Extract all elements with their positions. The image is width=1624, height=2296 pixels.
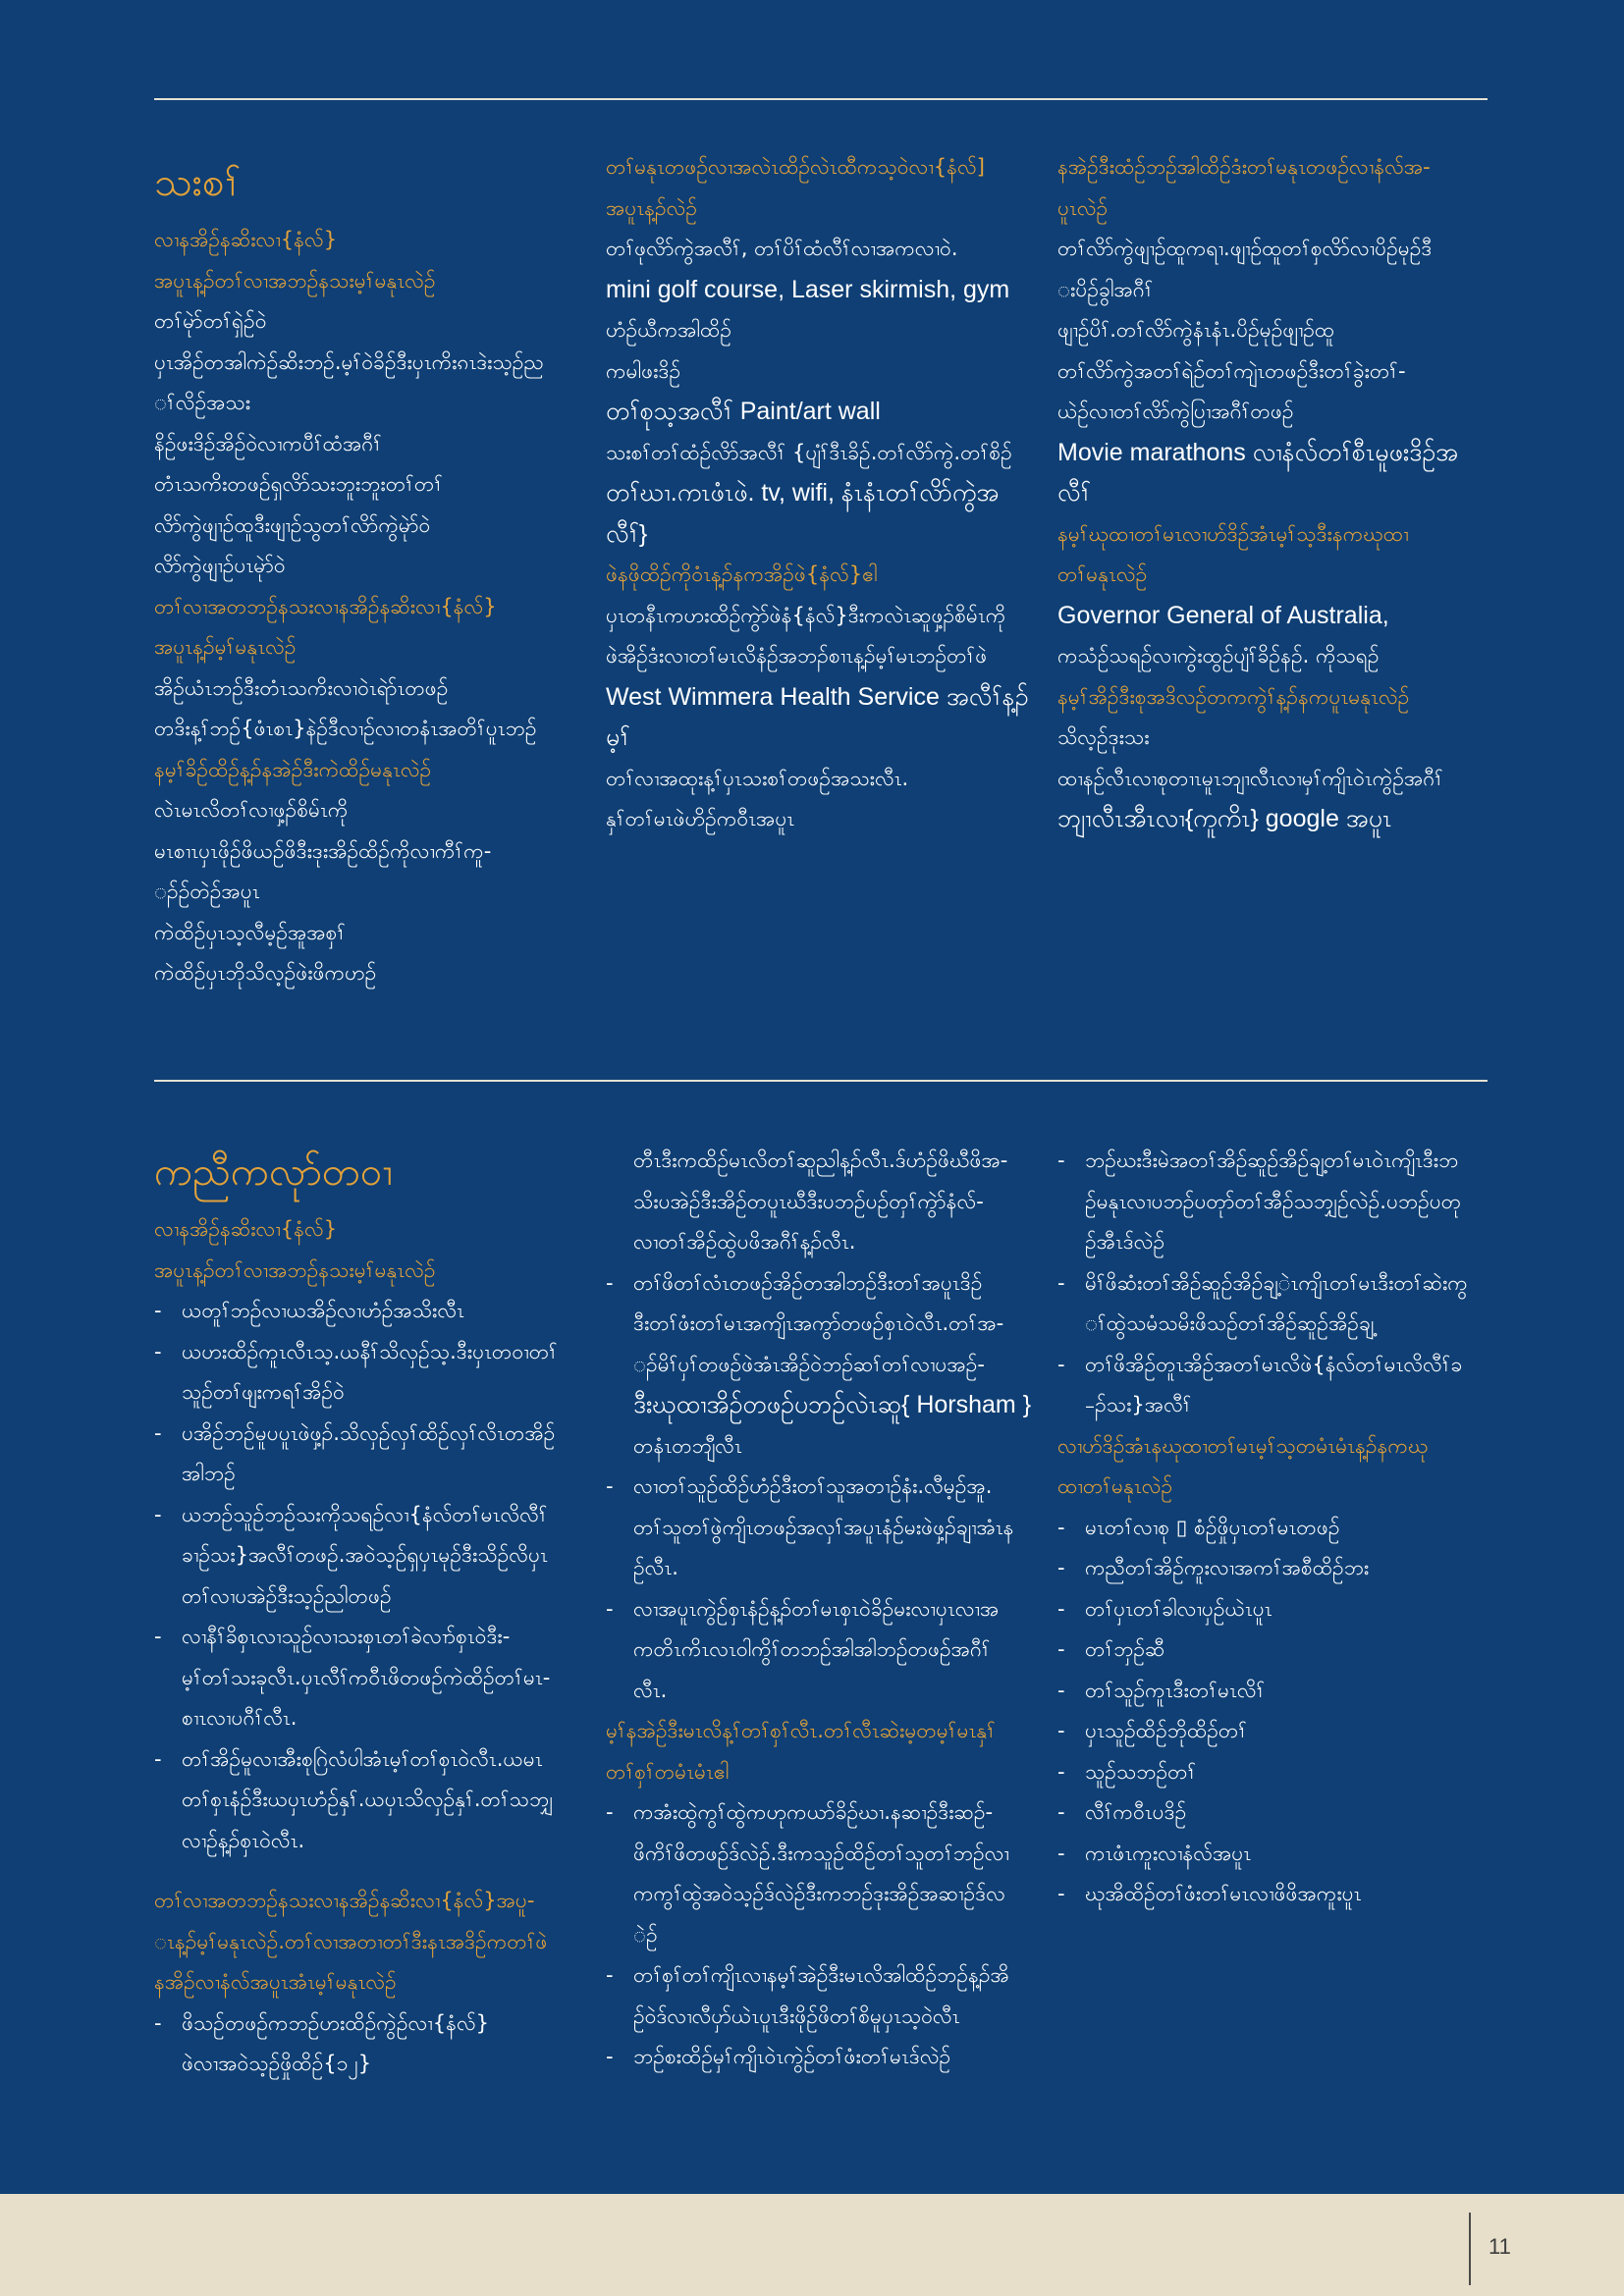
section1-title: သးစၢ် bbox=[154, 160, 241, 205]
text-line: ယဲဉ်လၢတၢ်လိာ်ကွဲပြၢအဂီၢ်တဖဉ် bbox=[1057, 400, 1294, 423]
text-line: Movie marathons လၢနံလ်တၢ်စီၤမူဖးဒိဉ်အလီၢ် bbox=[1057, 438, 1459, 507]
list-item: - ဖိသဉ်တဖဉ်ကဘဉ်ဟးထိဉ်ကွဲဉ်လၢ{နံလ်} bbox=[154, 2003, 586, 2045]
section1-col3 bbox=[1057, 147, 1489, 840]
text-line: တၢ်လိာ်ကွဲဖျၢဉ်ထူကရၢ.ဖျၢဉ်ထူတၢ်စှလိာ်လၢပိဉ်မုဉ်ဒီ bbox=[1057, 237, 1433, 260]
text-line: စၢၤလၢပဂီၢ်လီၤ. bbox=[182, 1706, 298, 1730]
text-line: ဖျၢဉ်ပိၢ်.တၢ်လိာ်ကွဲနံၤနံၤ.ပိဉ်မုဉ်ဖျၢဉ်ထူ bbox=[1057, 318, 1335, 342]
list-item: - လၢတၢ်သူဉ်ထိဉ်ဟံဉ်ဒီးတၢ်သူအတၢဉ်နံး.လီမ့ဉ်အူ. bbox=[606, 1467, 1038, 1508]
list-item: - တၢ်စှၢ်တၢ်ကျိၤလၢနမ့ၢ်အဲဉ်ဒီးမၤလိအါထိဉ်ဘဉ်န့ၣ်အိ bbox=[606, 1955, 1038, 1997]
list-item: - တၢ်ပှၤတၢ်ခါလၢပှဉ်ယဲၤပူၤ bbox=[1057, 1589, 1489, 1630]
text-line: သိးပအဲဉ်ဒီးအိဉ်တပူၤဃီဒီးပဘဉ်ပဉ်တှၢ်ကွဲာ်နံလ်- bbox=[633, 1189, 984, 1213]
section2-col2 bbox=[606, 1141, 1038, 2078]
question-line: အပူၤန့ၣ်တၢ်လၢအဘဉ်နသးမ့ၢ်မနုၤလဲဉ် bbox=[154, 268, 436, 293]
middle-divider bbox=[154, 1080, 1488, 1082]
text-line: ၣ်ဉ်တဲဉ်အပူၤ bbox=[154, 880, 260, 903]
question-line: လၢနအိဉ်နဆိးလၢ{နံလ်} bbox=[154, 228, 338, 251]
text-line: တနံၤတဘျီလီၤ bbox=[633, 1433, 742, 1458]
text-line: တံၤသကိးတဖဉ်ရှလိာ်သးဘူးဘူးတၢ်တၢ် bbox=[154, 472, 444, 496]
text-line: သိလ့ဉ်ဒုးသး bbox=[1057, 725, 1150, 749]
text-line: ကသံဉ်သရဉ်လၢကွဲးထွဉ်ပျံၢ်ခိဉ်နဉ်. ကိုသရဉ် bbox=[1057, 644, 1380, 667]
text-line: mini golf course, Laser skirmish, gym bbox=[606, 275, 1010, 303]
question-line: လၢနအိဉ်နဆိးလၢ{နံလ်} bbox=[154, 1217, 338, 1241]
text-line: သူဉ်တၢ်ဖျးကရၢ်အိဉ်ဝဲ bbox=[182, 1380, 345, 1404]
list-item: - လၢအပူၤကွဲဉ်စှၤနံဉ်န့ၣ်တၢ်မၤစှၤဝဲခိဉ်မးလၢပှၤလၢအ bbox=[606, 1589, 1038, 1630]
footer-band bbox=[0, 2194, 1624, 2296]
section1-col3-lines bbox=[1057, 147, 1489, 840]
list-item: - တၢ်သူဉ်ကူၤဒီးတၢ်မၤလိၢ် bbox=[1057, 1671, 1489, 1712]
list-item: - ပှၤသူဉ်ထိဉ်ဘိုထိဉ်တၢ် bbox=[1057, 1711, 1489, 1752]
list-item: - ကအံးထွဲကွၢ်ထွဲကဟုကယာ်ခိဉ်ဃၢ.နဆၢဉ်ဒီးဆဉ်- bbox=[606, 1792, 1038, 1834]
top-divider bbox=[154, 98, 1488, 100]
list-item: - တၢ်ဖိတၢ်လံၤတဖဉ်အိဉ်တအါဘဉ်ဒီးတၢ်အပူၤဒိဉ် bbox=[606, 1263, 1038, 1305]
text-line: သးစၢ်တၢ်ထံဉ်လိာ်အလီၢ် {ပျံၢ်ဒီၤခိဉ်.တၢ်လိာ်ကွဲ.တၢ်စိဉ် bbox=[606, 440, 1012, 464]
question-line: မ့ၢ်နအဲဉ်ဒီးမၤလိန့ၢ်တၢ်စှၢ်လီၤ.တၢ်လီၤဆဲးမ့တမ့ၢ်မၤနှၢ် bbox=[606, 1719, 996, 1742]
section2-col1 bbox=[154, 1147, 586, 2085]
question-line: နအိဉ်လၢနံလ်အပူၤအံၤမ့ၢ်မနုၤလဲဉ် bbox=[154, 1970, 397, 1994]
question-line: လၢဟ်ဒိဉ်အံၤနဃုထၢတၢ်မၤမ့ၢ်သ့တမံၤမံၤန့ၣ်နကဃု bbox=[1057, 1433, 1429, 1458]
text-line: ၣ်မိၢ်ပှၢ်တဖဉ်ဖဲအံၤအိဉ်ဝဲဘဉ်ဆၢ်တၢ်လၢပအဉ်- bbox=[633, 1352, 985, 1376]
text-line: အိဉ်ယံၤဘဉ်ဒီးတံၤသကိးလၢဝဲၤရဲာ်ၤတဖဉ် bbox=[154, 675, 449, 700]
question-line: အပူၤန့ၣ်တၢ်လၢအဘဉ်နသးမ့ၢ်မနုၤလဲဉ် bbox=[154, 1257, 436, 1282]
text-line: တၢ်လၢအထုးန့ၢ်ပှၤသးစၢ်တဖဉ်အသးလီၤ. bbox=[606, 766, 909, 790]
text-line: ဲဉ် bbox=[633, 1922, 658, 1947]
list-item: - မိၢ်ဖိဆံးတၢ်အိဉ်ဆူဉ်အိဉ်ချ့ဲၤကျိၤတၢ်မၤဒီးတၢ်ဆဲးကွ bbox=[1057, 1263, 1489, 1305]
question-line: နမ့ၢ်ဃုထၢတၢ်မၤလၢဟ်ဒိဉ်အံၤမ့ၢ်သ့ဒီးနကဃုထၢ bbox=[1057, 521, 1409, 546]
text-line: ကဲထိဉ်ပှၤသ့လီမ့ဉ်အူအစှၢ် bbox=[154, 920, 347, 944]
text-line: -ၣ်သး}အလီၢ် bbox=[1085, 1393, 1192, 1416]
text-line: ဖိကိၢ်ဖိတဖဉ်ဒ်လဲဉ်.ဒီးကသူဉ်ထိဉ်တၢ်သူတၢ်ဘဉ်လၢ bbox=[633, 1841, 1009, 1865]
section1-col2-lines bbox=[606, 147, 1038, 840]
question-line: အပူၤန့ၣ်မ့ၢ်မနုၤလဲဉ် bbox=[154, 635, 297, 659]
text-line: တဒိးန့ၢ်ဘဉ်{ဖံၤစၤ}နဲဉ်ဒီလၢဉ်လၢတနံၤအတိၢ်ပူၤဘဉ် bbox=[154, 717, 537, 740]
question-line: တၢ်လၢအတဘဉ်နသးလၢနအိဉ်နဆိးလၢ{နံလ်} bbox=[154, 594, 497, 618]
list-item: - ယဘဉ်သူဉ်ဘဉ်သးကိုသရဉ်လၢ{နံလ်တၢ်မၤလိလီၢ် bbox=[154, 1495, 586, 1536]
text-line: မၤစၢၤပှၤဖိုဉ်ဖိယဉ်ဖိဒီးဒုးအိဉ်ထိဉ်ကိုလၢကီၢ်ကူ- bbox=[154, 838, 492, 863]
list-item: - မၤတၢ်လၢစု ▯ စံဉ်ဖှိုပှၤတၢ်မၤတဖဉ် bbox=[1057, 1508, 1489, 1549]
list-item: - လီၢ်ကဝီၤပဒိဉ် bbox=[1057, 1792, 1489, 1834]
list-item: - တၢ်ဖိအိဉ်တူၤအိဉ်အတၢ်မၤလိဖဲ{နံလ်တၢ်မၤလိလီၢ်ခ bbox=[1057, 1345, 1489, 1386]
text-line: ပှၤအိဉ်တအါကဲဉ်ဆိးဘဉ်.မ့ၢ်ဝဲခိဉ်ဒီးပှၤကိးၵၤဒဲးသ့ဉ်ည bbox=[154, 349, 544, 374]
text-line: ဘျၢလီၤအီၤလၢ{ကူကိၤ} google အပူၤ bbox=[1057, 805, 1392, 832]
list-item: - ဘဉ်ဃးဒီးမဲအတၢ်အိဉ်ဆူဉ်အိဉ်ချ့တၢ်မၤဝဲၤကျိၤဒီးဘ bbox=[1057, 1141, 1489, 1182]
text-line: အါဘဉ် bbox=[182, 1462, 236, 1485]
list-item: - ယဟးထိဉ်ကူၤလီၤသ့.ယနီၢ်သိလှဉ်သ့.ဒီးပှၤတဝၢတၢ် bbox=[154, 1332, 586, 1373]
section2-title: ကညီကလုာ်တဝၢ bbox=[154, 1149, 393, 1195]
text-line: နှၢ်တၢ်မၤဖဲဟိဉ်ကဝီၤအပူၤ bbox=[606, 807, 795, 830]
text-line: West Wimmera Health Service အလီၢ်န့ၣ်မ့ၢ် bbox=[606, 682, 1029, 751]
text-line: ထၢနဉ်လီၤလၢစုတၢၤမူၤဘျၢလီၤလၢမှၢ်ကျိၤဝဲၤကွဲဉ်အဂီၢ် bbox=[1057, 766, 1444, 790]
section1-col1 bbox=[154, 157, 586, 994]
question-line: တၢ်လၢအတဘဉ်နသးလၢနအိဉ်နဆိးလၢ{နံလ်}အပူ- bbox=[154, 1889, 535, 1912]
text-line: ဟံဉ်ယီကအါထိဉ် bbox=[606, 318, 731, 342]
list-item: - ဃုအိထိဉ်တၢ်ဖံးတၢ်မၤလၢဖိဖိအကူးပူၤ bbox=[1057, 1874, 1489, 1915]
text-line: ဖဲအိဉ်ဒံးလၢတၢ်မၤလိနံဉ်အဘၣ်စၢၤန့ၣ်မ့ၢ်မၤဘဉ်တၢ်ဖဲ bbox=[606, 644, 988, 667]
text-line: ပှၤတနီၤကဟးထိဉ်ကွဲာ်ဖဲနံ{နံလ်}ဒီးကလဲၤဆူဖှ့ၣ်စိမ်ၤကို bbox=[606, 603, 1006, 627]
question-line: ထၢတၢ်မနုၤလဲဉ် bbox=[1057, 1474, 1173, 1498]
question-line: အပူၤန့ၣ်လဲဉ် bbox=[606, 195, 697, 220]
question-line: နအဲဉ်ဒီးထံဉ်ဘဉ်အါထိဉ်ဒံးတၢ်မနုၤတဖဉ်လၢနံလ်အ- bbox=[1057, 155, 1431, 179]
text-line: Governor General of Australia, bbox=[1057, 601, 1389, 629]
list-item: - ယတူၢ်ဘဉ်လၢယအိဉ်လၢဟံဉ်အသိးလီၤ bbox=[154, 1291, 586, 1332]
question-line: တၢ်မနုၤတဖဉ်လၢအလဲၤထိဉ်လဲၤထီကသ့ဝဲလၢ{နံလ်] bbox=[606, 155, 985, 179]
text-line: တၢ်စုသ့အလီၢ် Paint/art wall bbox=[606, 398, 881, 425]
list-item: - တၢ်ဘှဉ်ဆီ bbox=[1057, 1629, 1489, 1671]
section2-col3-lines bbox=[1057, 1141, 1489, 1915]
text-line: တၢ်မုဲာ်တၢ်ရှဲဉ်ဝဲ bbox=[154, 309, 267, 333]
text-line: နိဉ်ဖးဒိဉ်အိဉ်ဝဲလၢကပီၢ်ထံအဂီၢ် bbox=[154, 431, 382, 455]
text-line: ခၢဉ်သး}အလီၢ်တဖဉ်.အဝဲသ့ဉ်ရှပှၤမုဉ်ဒီးသိဉ်လိပှၤ bbox=[182, 1543, 548, 1567]
text-line: တီၤဒီးကထိဉ်မၤလိတၢ်ဆူညါန့ၣ်လီၤ.ဒ်ဟံဉ်ဖိဃီဖိအ- bbox=[633, 1148, 1008, 1172]
text-line: တၢ်သူတၢ်ဖွဲကျိၤတဖဉ်အလှၢ်အပူၤနံဉ်မးဖဲဖှ့ၣ်ချၢအံၤန bbox=[633, 1515, 1014, 1539]
text-line: ဉ်အီၤဒ်လဲဉ် bbox=[1085, 1230, 1165, 1254]
question-line: နမ့ၢ်အိဉ်ဒီးစုအဒိလဉ်တကကွဲၢ်န့ၣ်နကပူၤမနုၤလဲဉ် bbox=[1057, 684, 1410, 709]
text-line: လဲၤမၤလိတၢ်လၢဖှ့ၣ်စိမ်ၤကို bbox=[154, 798, 349, 822]
page-number: 11 bbox=[1489, 2234, 1511, 2259]
text-line: းပိဉ်ခွါအဂီၢ် bbox=[1057, 277, 1154, 301]
text-line: မ့ၢ်တၢ်သးခုလီၤ.ပှၤလီၢ်ကဝီၤဖိတဖဉ်ကဲထိဉ်တၢ်မၤ- bbox=[182, 1665, 551, 1689]
list-item: - လၢနီၢ်ခိစှၤလၢသူဉ်လၢသးစှၤတၢ်ခဲလၢာ်စှၤဝဲဒီး- bbox=[154, 1617, 586, 1658]
question-line: နမ့ၢ်ခိဉ်ထိဉ်န့ၣ်နအဲဉ်ဒီးကဲထိဉ်မနုၤလဲဉ် bbox=[154, 757, 432, 781]
text-line: ၢ်လိဉ်အသး bbox=[154, 391, 251, 414]
list-item: - ကၤဖံၤကူးလၢနံလ်အပူၤ bbox=[1057, 1834, 1489, 1875]
text-line: လိာ်ကွဲဖျၢဉ်ပၤမုဲာ်ဝဲ bbox=[154, 554, 286, 577]
question-line: ဖဲနဖိုထိဉ်ကိုဝံၤန့ၣ်နကအိဉ်ဖဲ{နံလ်}ဧါ bbox=[606, 562, 878, 586]
text-line: ကဲထိဉ်ပှၤဘိုသိလ့ဉ်ဖဲးဖိကဟဉ် bbox=[154, 961, 377, 985]
section2-col2-lines bbox=[606, 1141, 1038, 2078]
text-line: တၢ်ဖုလိာ်ကွဲအလီၢ်, တၢ်ပိၢ်ထံလီၢ်လၢအကလၢဝဲ. bbox=[606, 237, 958, 260]
question-line: ပူၤလဲဉ် bbox=[1057, 195, 1109, 220]
question-line: တၢ်စှၢ်တမံၤမံၤဧါ bbox=[606, 1759, 730, 1784]
text-line: ဉ်လီၤ. bbox=[633, 1556, 678, 1579]
text-line: ဒီးတၢ်ဖံးတၢ်မၤအကျိၤအကွာ်တဖဉ်စှၤဝဲလီၤ.တၢ်အ- bbox=[633, 1311, 1004, 1335]
section1-col2 bbox=[606, 147, 1038, 840]
question-line: တၢ်မနုၤလဲဉ် bbox=[1057, 562, 1148, 586]
section2-col3 bbox=[1057, 1141, 1489, 1915]
text-line: တၢ်ဃၢ.ကၤဖံၤဖဲ. tv, wifi, နံၤနံၤတၢ်လိာ်ကွဲအလီၢ်} bbox=[606, 479, 1000, 548]
text-line: လၢဉ်န့ၣ်စှၤဝဲလီၤ. bbox=[182, 1828, 305, 1852]
spacer bbox=[154, 1861, 586, 1881]
list-item: - တၢ်အိဉ်မူလၢအီးစုဂြဲလံပါအံၤမ့ၢ်တၢ်စှၤဝဲလီၤ.ယမၤ bbox=[154, 1739, 586, 1781]
text-line: လၢတၢ်အိဉ်ထွဲပဖိအဂီၢ်န့ၣ်လီၤ. bbox=[633, 1230, 856, 1254]
text-line: တၢ်လိာ်ကွဲအတၢ်ရဲဉ်တၢ်ကျဲၤတဖဉ်ဒီးတၢ်ခွဲးတၢ်- bbox=[1057, 358, 1406, 383]
text-line: ကကွၢ်ထွဲအဝဲသ့ဉ်ဒ်လဲဉ်ဒီးကဘဉ်ဒုးအိဉ်အဆၢဉ်ဒ်လ bbox=[633, 1882, 1005, 1905]
text-line: ဉ်မနုၤလၢပဘဉ်ပတုာ်တၢ်အီဉ်သဘျှဉ်လဲဉ်.ပဘဉ်ပတု bbox=[1085, 1189, 1462, 1213]
list-item: - ဘဉ်စးထိဉ်မှၢ်ကျိၤဝဲၤကွဲဉ်တၢ်ဖံးတၢ်မၤဒ်လဲဉ် bbox=[606, 2037, 1038, 2078]
text-line: ကတိၤကိၤလၤဝါကွိၢ်တဘဉ်အါအါဘဉ်တဖဉ်အဂီၢ် bbox=[633, 1637, 991, 1661]
section2-col1-lines bbox=[154, 1209, 586, 2085]
list-item: - ကညီတၢ်အိဉ်ကူးလၢအကၢ်အစီထိဉ်ဘး bbox=[1057, 1548, 1489, 1589]
text-line: ဒီးဃုထၢအိဉ်တဖဉ်ပဘဉ်လဲၤဆူ{ Horsham } bbox=[633, 1391, 1032, 1418]
section1-col1-lines bbox=[154, 220, 586, 994]
text-line: ဉ်ဝဲဒ်လၢလီပှာ်ယဲၤပူၤဒီးဖိုဉ်ဖိတၢ်စိမူပှၤသ့ဝဲလီၤ bbox=[633, 2003, 960, 2028]
list-item: - သူဉ်သဘဉ်တၢ် bbox=[1057, 1752, 1489, 1793]
text-line: တၢ်လၢပအဲဉ်ဒီးသ့ဉ်ညါတဖဉ် bbox=[182, 1583, 392, 1608]
text-line: တၢ်စှၤနံဉ်ဒီးယပှၤဟံဉ်နှၢ်.ယပှၤသိလှဉ်နှၢ်.တၢ်သဘျှ bbox=[182, 1788, 554, 1811]
text-line: ဖဲလၢအဝဲသ့ဉ်ဖှိုထိဉ်{၁၂} bbox=[182, 2052, 372, 2075]
text-line: ၢ်ထွဲသမံသမိးဖိသဉ်တၢ်အိဉ်ဆူဉ်အိဉ်ချ့ bbox=[1085, 1311, 1375, 1335]
question-line: ၤန့ၣ်မ့ၢ်မနုၤလဲဉ်.တၢ်လၢအတၢတၢ်ဒီးနၤအဒိဉ်ကတၢ်ဖဲ bbox=[154, 1929, 548, 1953]
text-line: ကမါဖးဒိဉ် bbox=[606, 358, 681, 383]
list-item: - ပအိဉ်ဘဉ်မူပပူၤဖဲဖှ့ၣ်.သိလှဉ်လှၢ်ထိဉ်လှၢ်လိၤတအိဉ် bbox=[154, 1414, 586, 1455]
text-line: လိာ်ကွဲဖျၢဉ်ထူဒီးဖျၢဉ်သွတၢ်လိာ်ကွဲမုဲာ်ဝဲ bbox=[154, 512, 431, 537]
text-line: လီၤ. bbox=[633, 1678, 668, 1702]
page-number-divider bbox=[1469, 2213, 1471, 2285]
